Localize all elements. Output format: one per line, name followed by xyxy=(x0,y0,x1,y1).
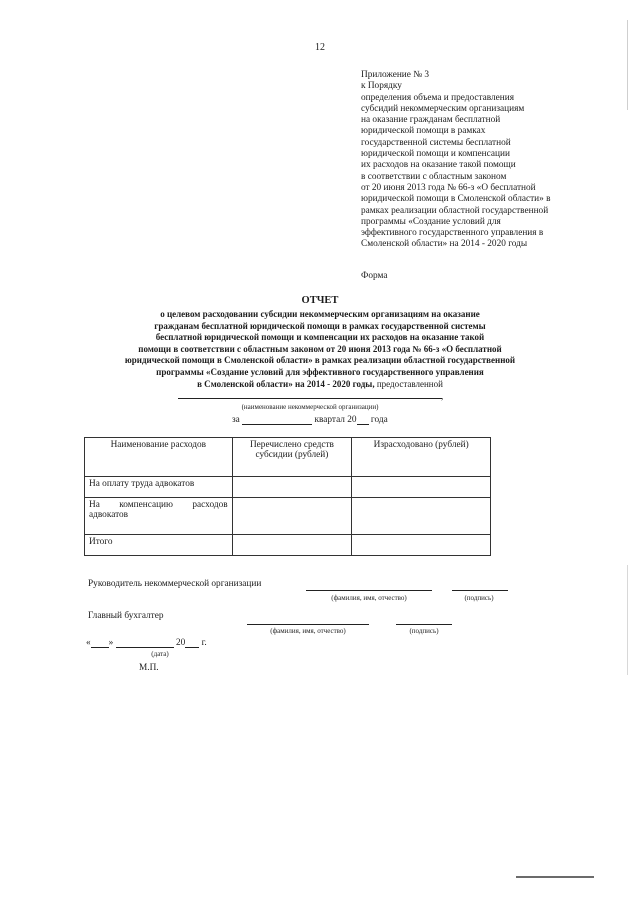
appendix-line: государственной системы бесплатной xyxy=(361,137,511,148)
accountant-signature-label: Главный бухгалтер xyxy=(88,611,164,621)
day-field[interactable] xyxy=(91,637,109,648)
subtitle-last-normal: предоставленной xyxy=(374,378,443,389)
table-cell-value[interactable] xyxy=(232,477,352,498)
date-caption: (дата) xyxy=(151,650,169,658)
expense-table xyxy=(84,437,491,556)
appendix-line: Приложение № 3 xyxy=(361,70,430,80)
appendix-line: их расходов на оказание такой помощи xyxy=(361,160,516,171)
appendix-line: эффективного государственного управления в xyxy=(361,228,544,239)
table-cell-value[interactable] xyxy=(232,535,352,556)
appendix-line: от 20 июня 2013 года № 66-з «О бесплатной xyxy=(361,182,536,193)
organization-caption: (наименование некоммерческой организации) xyxy=(241,403,379,411)
appendix-line: в соответствии с областным законом xyxy=(361,171,507,182)
scan-edge-shadow xyxy=(627,565,628,675)
form-label: Форма xyxy=(361,271,388,281)
month-field[interactable] xyxy=(116,637,174,648)
organization-name-field[interactable] xyxy=(178,398,442,399)
subtitle-last-bold: в Смоленской области» на 2014 - 2020 годы, xyxy=(197,378,375,389)
appendix-line: определения объема и предоставления xyxy=(361,92,515,103)
date-year-field[interactable] xyxy=(185,637,199,648)
table-header-row xyxy=(85,438,491,477)
year-suffix: г. xyxy=(201,638,207,648)
year-prefix: 20 xyxy=(175,638,186,648)
appendix-line: рамках реализации областной государственной xyxy=(361,205,549,216)
subtitle-line: о целевом расходовании субсидии некоммерческим организациям на оказание xyxy=(160,309,480,319)
accountant-signature-field[interactable] xyxy=(396,624,452,625)
subtitle-line: юридической помощи в Смоленской области» в рамках реализации областной государственной xyxy=(124,355,516,366)
table-cell-label: На компенсацию расходов адвокатов xyxy=(85,498,233,535)
table-cell-value[interactable] xyxy=(232,498,352,535)
subtitle-line: бесплатной юридической помощи и компенсации их расходов на оказание такой xyxy=(155,332,485,343)
table-header: Перечислено средств субсидии (рублей) xyxy=(232,438,352,477)
appendix-line: субсидий некоммерческим организациям xyxy=(361,103,525,114)
table-row xyxy=(85,535,491,556)
table-cell-value[interactable] xyxy=(352,535,491,556)
appendix-line: программы «Создание условий для xyxy=(361,216,501,227)
period-suffix: года xyxy=(370,415,388,425)
subtitle-line: гражданам бесплатной юридической помощи в рамках государственной системы xyxy=(154,320,486,331)
subtitle-last-line xyxy=(90,379,550,391)
period-prefix: за xyxy=(232,415,240,425)
accountant-name-field[interactable] xyxy=(247,624,369,625)
appendix-line: юридической помощи и компенсации xyxy=(361,149,510,160)
appendix-line: юридической помощи в рамках xyxy=(361,126,486,137)
table-cell-value[interactable] xyxy=(352,498,491,535)
period-line xyxy=(232,414,388,425)
accountant-signature-caption: (подпись) xyxy=(409,627,439,635)
report-subtitle xyxy=(90,309,550,390)
subtitle-line: помощи в соответствии с областным законом от 20 июня 2013 года № 66-з «О бесплатной xyxy=(138,343,502,354)
head-name-field[interactable] xyxy=(306,590,432,591)
head-name-caption: (фамилия, имя, отчество) xyxy=(331,594,407,602)
date-line xyxy=(86,637,207,648)
appendix-line: на оказание гражданам бесплатной xyxy=(361,115,501,126)
table-row xyxy=(85,498,491,535)
page-number: 12 xyxy=(315,42,325,53)
appendix-line: юридической помощи в Смоленской области» в xyxy=(361,194,551,205)
table-header: Израсходовано (рублей) xyxy=(352,438,491,477)
head-signature-label: Руководитель некоммерческой организации xyxy=(88,579,262,589)
quarter-field[interactable] xyxy=(242,414,312,425)
table-cell-label: Итого xyxy=(85,535,233,556)
head-signature-field[interactable] xyxy=(452,590,508,591)
stamp-place: М.П. xyxy=(139,663,159,673)
subtitle-line: программы «Создание условий для эффективного государственного управления xyxy=(156,366,484,377)
appendix-line: Смоленской области» на 2014 - 2020 годы xyxy=(361,239,528,250)
year-field[interactable] xyxy=(357,414,369,425)
date-close-quote: » xyxy=(108,638,114,648)
table-cell-label: На оплату труда адвокатов xyxy=(85,477,233,498)
report-title: ОТЧЕТ xyxy=(301,295,339,306)
scan-artifact xyxy=(516,876,594,878)
appendix-header xyxy=(361,70,591,251)
period-mid: квартал 20 xyxy=(314,415,357,425)
appendix-line: к Порядку xyxy=(361,81,402,92)
table-row xyxy=(85,477,491,498)
head-signature-caption: (подпись) xyxy=(464,594,494,602)
scan-edge-shadow xyxy=(627,20,628,110)
organization-comma: , xyxy=(441,391,444,401)
table-header: Наименование расходов xyxy=(85,438,233,477)
date-open-quote: « xyxy=(86,638,91,648)
table-cell-value[interactable] xyxy=(352,477,491,498)
accountant-name-caption: (фамилия, имя, отчество) xyxy=(270,627,346,635)
